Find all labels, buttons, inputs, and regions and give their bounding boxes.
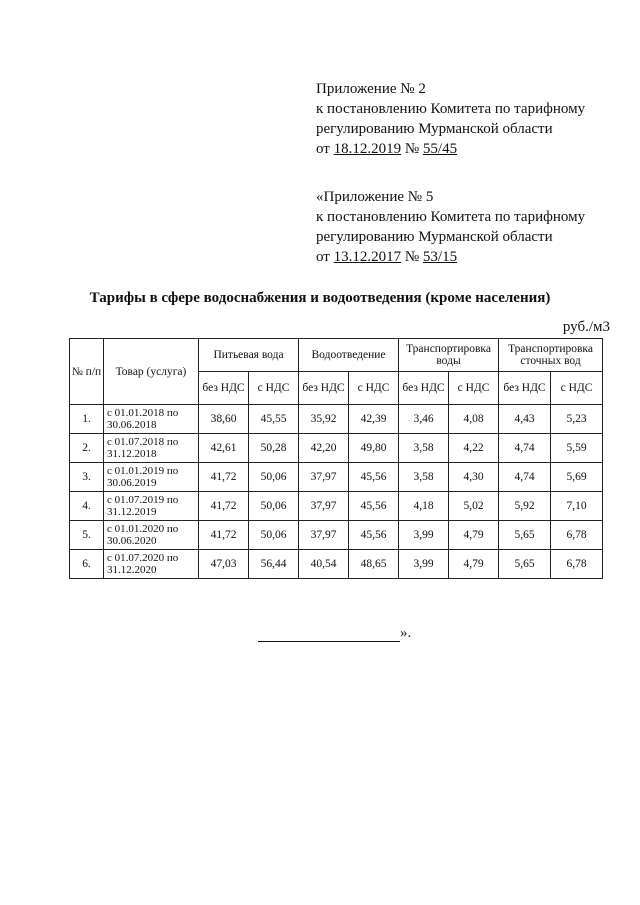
tariff-value: 5,69	[551, 463, 603, 492]
appendix-2-title: Приложение № 2	[316, 81, 426, 97]
appendix-2-date-line	[316, 139, 585, 159]
tariff-value: 6,78	[551, 521, 603, 550]
appendix-2-line2: к постановлению Комитета по тарифному	[316, 101, 586, 117]
subheader-no-vat: без НДС	[299, 372, 349, 405]
signature-underline	[258, 627, 400, 642]
tariff-value: 4,18	[399, 492, 449, 521]
tariff-value: 45,56	[349, 521, 399, 550]
tariff-value: 4,74	[499, 434, 551, 463]
tariff-value: 42,20	[299, 434, 349, 463]
tariff-value: 41,72	[199, 521, 249, 550]
tariff-value: 4,79	[449, 521, 499, 550]
document-title: Тарифы в сфере водоснабжения и водоотведения (кроме населения)	[89, 290, 551, 306]
subheader-no-vat: без НДС	[399, 372, 449, 405]
table-body	[70, 405, 603, 579]
tariff-value: 42,61	[199, 434, 249, 463]
header-sewage-transport: Транспортировка сточных вод	[499, 339, 603, 372]
row-number: 1.	[70, 405, 104, 434]
appendix-5-date-line	[316, 247, 585, 267]
tariff-value: 50,06	[249, 463, 299, 492]
tariff-value: 5,02	[449, 492, 499, 521]
tariff-value: 37,97	[299, 521, 349, 550]
header-goods: Товар (услуга)	[104, 339, 199, 405]
tariff-value: 48,65	[349, 550, 399, 579]
subheader-no-vat: без НДС	[199, 372, 249, 405]
appendix-5-title: «Приложение № 5	[316, 189, 434, 205]
tariff-value: 5,65	[499, 521, 551, 550]
table-row	[70, 463, 603, 492]
tariff-value: 5,23	[551, 405, 603, 434]
table-row	[70, 405, 603, 434]
subheader-vat: с НДС	[249, 372, 299, 405]
table-row	[70, 434, 603, 463]
tariff-value: 50,28	[249, 434, 299, 463]
header-num: № п/п	[70, 339, 104, 405]
tariff-value: 4,74	[499, 463, 551, 492]
appendix-2-header	[316, 79, 585, 159]
appendix-2-line3: регулированию Мурманской области	[316, 121, 553, 137]
appendix-2-from: от	[316, 141, 330, 157]
tariff-value: 3,99	[399, 521, 449, 550]
tariff-value: 49,80	[349, 434, 399, 463]
table-row	[70, 521, 603, 550]
subheader-no-vat: без НДС	[499, 372, 551, 405]
tariff-value: 3,99	[399, 550, 449, 579]
appendix-5-no-sign: №	[404, 249, 420, 265]
tariff-value: 40,54	[299, 550, 349, 579]
row-number: 3.	[70, 463, 104, 492]
tariff-value: 50,06	[249, 521, 299, 550]
tariff-value: 38,60	[199, 405, 249, 434]
tariff-value: 4,08	[449, 405, 499, 434]
appendix-5-from: от	[316, 249, 330, 265]
unit-label: руб./м3	[562, 319, 610, 335]
subheader-vat: с НДС	[449, 372, 499, 405]
tariff-value: 50,06	[249, 492, 299, 521]
tariff-value: 4,22	[449, 434, 499, 463]
row-period: с 01.07.2020 по 31.12.2020	[104, 550, 199, 579]
tariff-value: 35,92	[299, 405, 349, 434]
row-period: с 01.01.2020 по 30.06.2020	[104, 521, 199, 550]
tariff-value: 45,56	[349, 492, 399, 521]
tariff-value: 7,10	[551, 492, 603, 521]
tariff-value: 3,58	[399, 434, 449, 463]
subheader-vat: с НДС	[551, 372, 603, 405]
row-number: 2.	[70, 434, 104, 463]
row-period: с 01.07.2018 по 31.12.2018	[104, 434, 199, 463]
tariff-value: 56,44	[249, 550, 299, 579]
row-number: 4.	[70, 492, 104, 521]
tariff-value: 41,72	[199, 463, 249, 492]
tariff-value: 4,79	[449, 550, 499, 579]
closing-line	[258, 625, 411, 642]
tariff-value: 47,03	[199, 550, 249, 579]
tariff-value: 42,39	[349, 405, 399, 434]
tariff-value: 3,46	[399, 405, 449, 434]
header-wastewater: Водоотведение	[299, 339, 399, 372]
appendix-2-date: 18.12.2019	[333, 141, 402, 157]
tariff-value: 5,59	[551, 434, 603, 463]
tariff-value: 5,92	[499, 492, 551, 521]
tariff-value: 4,43	[499, 405, 551, 434]
table-row	[70, 492, 603, 521]
row-number: 5.	[70, 521, 104, 550]
tariff-value: 45,56	[349, 463, 399, 492]
table-row	[70, 550, 603, 579]
tariff-value: 5,65	[499, 550, 551, 579]
closing-quote: ».	[400, 625, 412, 641]
table-header-row	[70, 339, 603, 372]
row-period: с 01.01.2018 по 30.06.2018	[104, 405, 199, 434]
subheader-vat: с НДС	[349, 372, 399, 405]
tariff-value: 4,30	[449, 463, 499, 492]
appendix-5-number: 53/15	[422, 249, 458, 265]
tariff-value: 3,58	[399, 463, 449, 492]
header-drinking-water: Питьевая вода	[199, 339, 299, 372]
tariff-value: 6,78	[551, 550, 603, 579]
tariff-value: 45,55	[249, 405, 299, 434]
appendix-5-header	[316, 187, 585, 267]
appendix-2-number: 55/45	[422, 141, 458, 157]
row-period: с 01.07.2019 по 31.12.2019	[104, 492, 199, 521]
row-period: с 01.01.2019 по 30.06.2019	[104, 463, 199, 492]
header-water-transport: Транспортировка воды	[399, 339, 499, 372]
appendix-5-date: 13.12.2017	[333, 249, 402, 265]
tariff-value: 37,97	[299, 492, 349, 521]
tariff-value: 41,72	[199, 492, 249, 521]
appendix-5-line3: регулированию Мурманской области	[316, 229, 553, 245]
appendix-5-line2: к постановлению Комитета по тарифному	[316, 209, 586, 225]
tariff-value: 37,97	[299, 463, 349, 492]
tariff-table	[69, 338, 603, 579]
appendix-2-no-sign: №	[404, 141, 420, 157]
row-number: 6.	[70, 550, 104, 579]
